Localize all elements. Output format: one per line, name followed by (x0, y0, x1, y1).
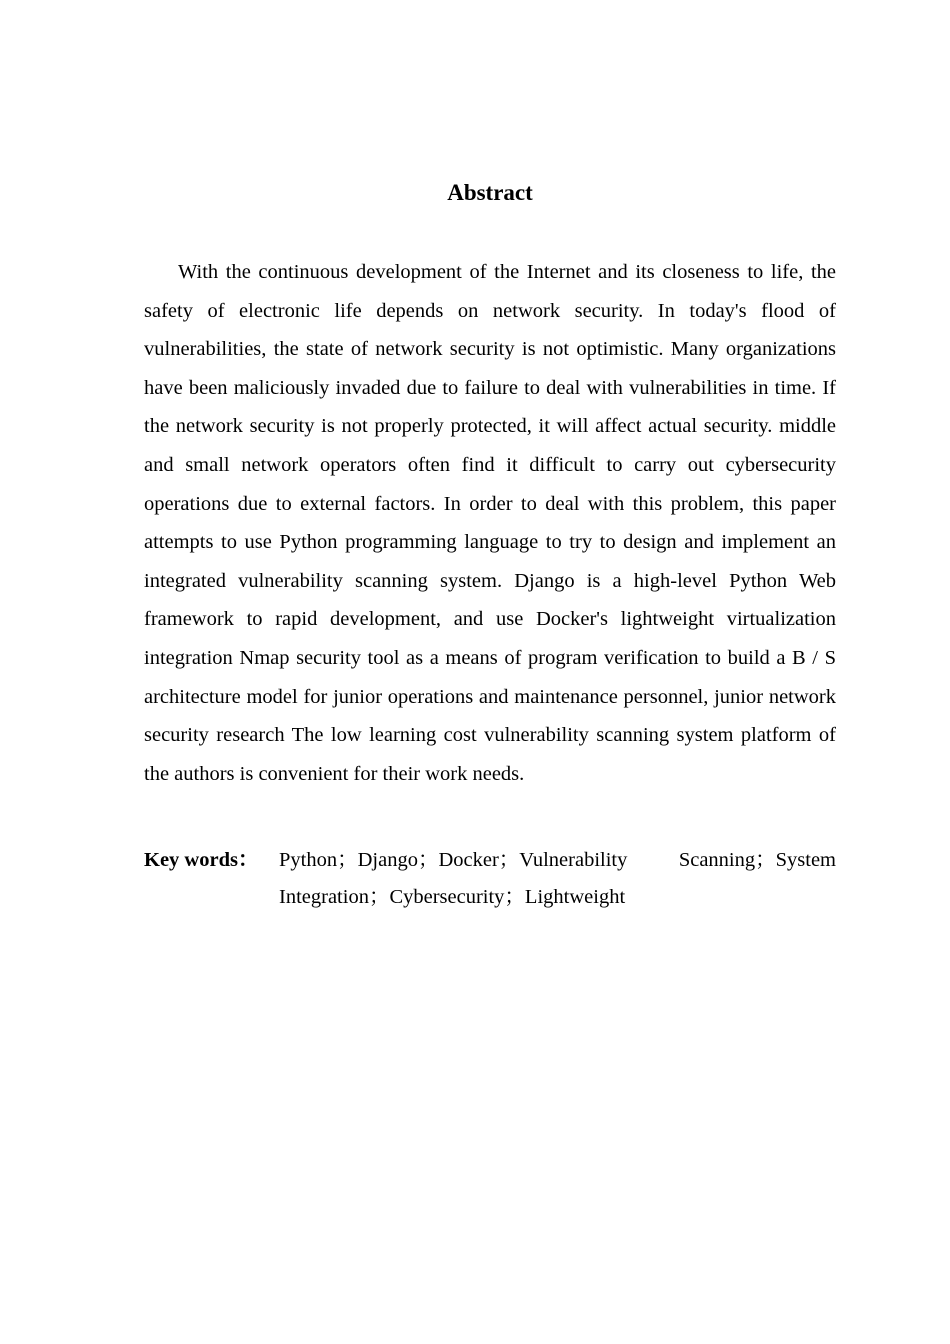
keywords-list: Python；Django；Docker；Vulnerability Scanning；System Integration；Cybersecurity；Lightweight (279, 849, 836, 908)
abstract-title: Abstract (447, 180, 533, 205)
keywords-section (144, 842, 836, 916)
keywords-label: Key words： (144, 849, 259, 871)
abstract-body: With the continuous development of the Internet and its closeness to life, the safety of electronic life depends on network security. In today's flood of vulnerabilities, the state of network security is not optimistic. Many organizations have been maliciously invaded due to failure to deal with vulnerabilities in time. If the network security is not properly protected, it will affect actual security. middle and small network operators often find it difficult to carry out cybersecurity operations due to external factors. In order to deal with this problem, this paper attempts to use Python programming language to try to design and implement an integrated vulnerability scanning system. Django is a high-level Python Web framework to rapid development, and use Docker's lightweight virtualization integration Nmap security tool as a means of program verification to build a B / S architecture model for junior operations and maintenance personnel, junior network security research The low learning cost vulnerability scanning system platform of the authors is convenient for their work needs. (144, 261, 836, 785)
